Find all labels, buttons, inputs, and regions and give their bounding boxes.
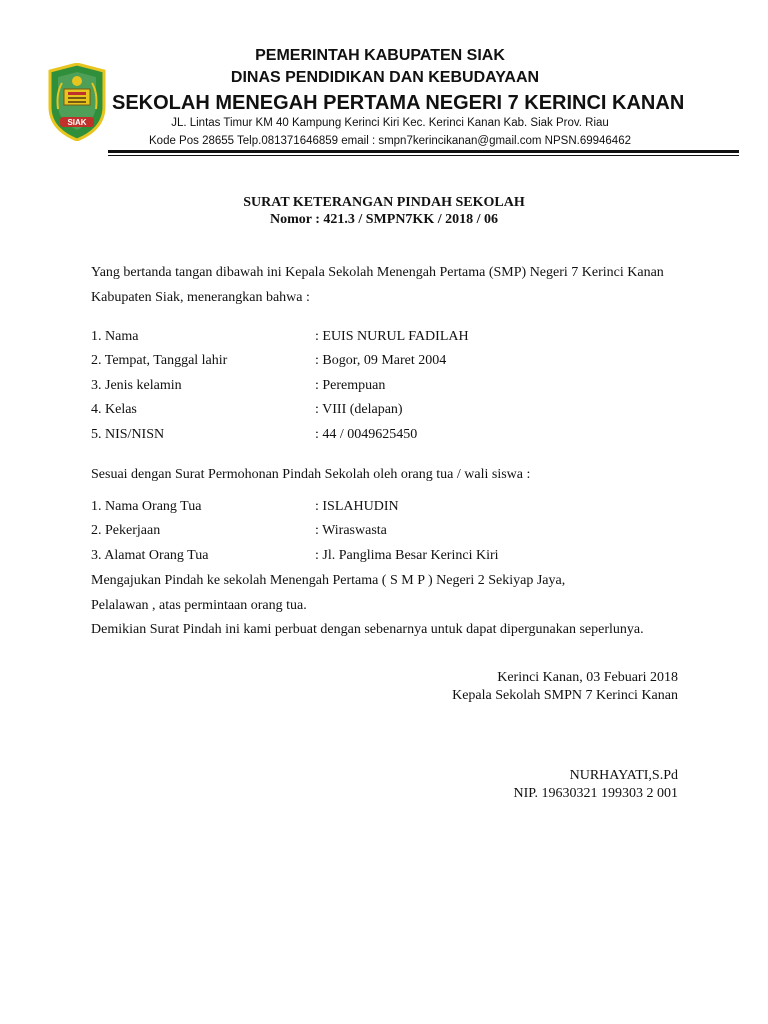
document-title: SURAT KETERANGAN PINDAH SEKOLAH bbox=[243, 195, 525, 210]
field-value: : Jl. Panglima Besar Kerinci Kiri bbox=[315, 548, 499, 563]
field-label: 3. Jenis kelamin bbox=[91, 378, 182, 393]
closing-statement: Demikian Surat Pindah ini kami perbuat dengan sebenarnya untuk dapat dipergunakan seperlunya. bbox=[91, 622, 644, 637]
signer-name: NURHAYATI,S.Pd bbox=[569, 768, 678, 783]
field-value: : EUIS NURUL FADILAH bbox=[315, 329, 469, 344]
parent-row-job bbox=[91, 523, 691, 541]
parent-intro: Sesuai dengan Surat Permohonan Pindah Sekolah oleh orang tua / wali siswa : bbox=[91, 467, 531, 482]
field-label: 1. Nama Orang Tua bbox=[91, 499, 202, 514]
letterhead-divider-thick bbox=[108, 150, 739, 153]
school-contact: Kode Pos 28655 Telp.081371646859 email : smpn7kerincikanan@gmail.com NPSN.69946462 bbox=[149, 135, 631, 147]
field-value: : Bogor, 09 Maret 2004 bbox=[315, 353, 447, 368]
field-value: : ISLAHUDIN bbox=[315, 499, 399, 514]
field-value: : 44 / 0049625450 bbox=[315, 427, 418, 442]
field-value: : Wiraswasta bbox=[315, 523, 387, 538]
field-label: 3. Alamat Orang Tua bbox=[91, 548, 209, 563]
student-row-class bbox=[91, 402, 691, 420]
department-heading: DINAS PENDIDIKAN DAN KEBUDAYAAN bbox=[230, 69, 540, 86]
svg-text:SIAK: SIAK bbox=[67, 118, 87, 127]
document-number: Nomor : 421.3 / SMPN7KK / 2018 / 06 bbox=[269, 212, 498, 227]
field-value: : Perempuan bbox=[315, 378, 386, 393]
body-line-1: Mengajukan Pindah ke sekolah Menengah Pertama ( S M P ) Negeri 2 Sekiyap Jaya, bbox=[91, 573, 566, 588]
student-row-nisn bbox=[91, 427, 691, 445]
signer-nip: NIP. 19630321 199303 2 001 bbox=[513, 786, 678, 801]
field-label: 2. Pekerjaan bbox=[91, 523, 161, 538]
siak-regency-logo bbox=[46, 63, 108, 141]
field-label: 1. Nama bbox=[91, 329, 139, 344]
field-value: : VIII (delapan) bbox=[315, 402, 403, 417]
body-line-2: Pelalawan , atas permintaan orang tua. bbox=[91, 598, 307, 613]
school-name: SEKOLAH MENEGAH PERTAMA NEGERI 7 KERINCI KANAN bbox=[112, 92, 685, 114]
place-date: Kerinci Kanan, 03 Febuari 2018 bbox=[497, 670, 678, 685]
parent-row-name bbox=[91, 499, 691, 517]
field-label: 2. Tempat, Tanggal lahir bbox=[91, 353, 228, 368]
school-address: JL. Lintas Timur KM 40 Kampung Kerinci Kiri Kec. Kerinci Kanan Kab. Siak Prov. Riau bbox=[171, 117, 609, 129]
parent-row-address bbox=[91, 548, 691, 566]
field-label: 4. Kelas bbox=[91, 402, 137, 417]
field-label: 5. NIS/NISN bbox=[91, 427, 165, 442]
student-row-gender bbox=[91, 378, 691, 396]
intro-line-2: Kabupaten Siak, menerangkan bahwa : bbox=[91, 290, 310, 305]
government-heading: PEMERINTAH KABUPATEN SIAK bbox=[255, 47, 505, 64]
intro-line-1: Yang bertanda tangan dibawah ini Kepala Sekolah Menengah Pertama (SMP) Negeri 7 Kerinci Kanan bbox=[91, 265, 664, 280]
letterhead bbox=[0, 0, 768, 160]
student-row-birth bbox=[91, 353, 691, 371]
student-row-name bbox=[91, 329, 691, 347]
signer-position: Kepala Sekolah SMPN 7 Kerinci Kanan bbox=[452, 688, 678, 703]
letterhead-divider-thin bbox=[108, 155, 739, 156]
